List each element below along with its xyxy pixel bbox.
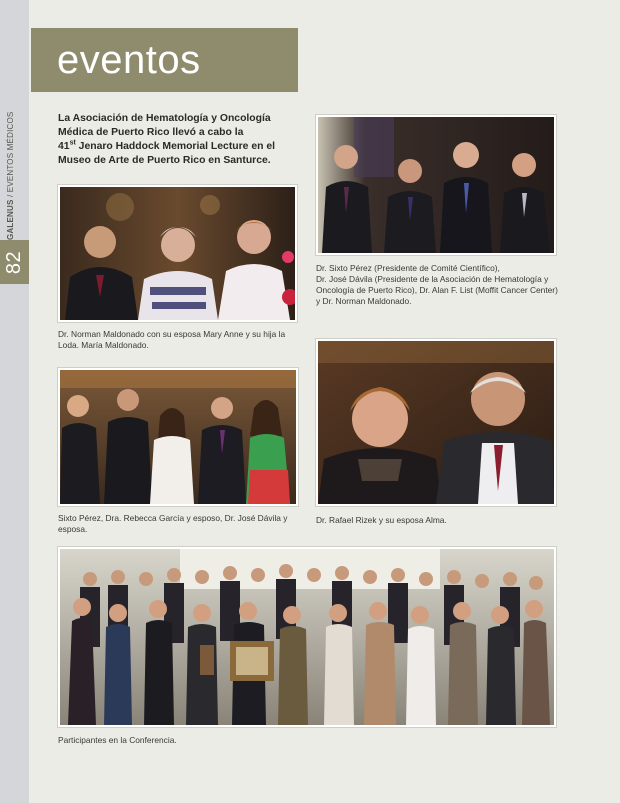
caption-photo-2 [316,263,564,307]
photo-conference-participants [58,547,556,727]
photo-four-doctors [316,115,556,255]
caption-line: Loda. María Maldonado. [58,340,149,350]
intro-line: Museo de Arte de Puerto Rico en Santurce. [58,155,271,166]
page-title: eventos [57,38,201,82]
caption-photo-5 [58,735,358,746]
intro-line: La Asociación de Hematología y Oncología [58,113,271,124]
intro-line: 41st Jenaro Haddock Memorial Lecture en el [58,139,276,152]
page-number: 82 [3,250,25,274]
intro-line: Médica de Puerto Rico llevó a cabo la [58,127,244,138]
caption-photo-4 [316,515,556,526]
caption-photo-1 [58,329,298,351]
photo-maldonado-family [58,185,297,322]
caption-line: Dr. Rafael Rizek y su esposa Alma. [316,515,447,525]
section-banner [31,28,298,92]
photo-rizek-couple [316,339,556,506]
intro-text [58,112,302,168]
section-label: GALENUS / EVENTOS MÉDICOS [6,111,15,240]
caption-line: Dr. Sixto Pérez (Presidente de Comité Científico), [316,263,500,273]
caption-line: Dr. Norman Maldonado con su esposa Mary Anne y su hija la [58,329,286,339]
caption-line: Sixto Pérez, Dra. Rebecca García y esposo, Dr. José Dávila y [58,513,288,523]
caption-line: esposa. [58,524,88,534]
caption-photo-3 [58,513,298,535]
caption-line: Dr. José Dávila (Presidente de la Asociación de Hematología y [316,274,549,284]
page-number-tab [0,240,29,284]
photo-five-guests [58,368,298,506]
caption-line: Participantes en la Conferencia. [58,735,177,745]
caption-line: Oncología de Puerto Rico), Dr. Alan F. List (Moffit Cancer Center) [316,285,558,295]
caption-line: y Dr. Norman Maldonado. [316,296,412,306]
